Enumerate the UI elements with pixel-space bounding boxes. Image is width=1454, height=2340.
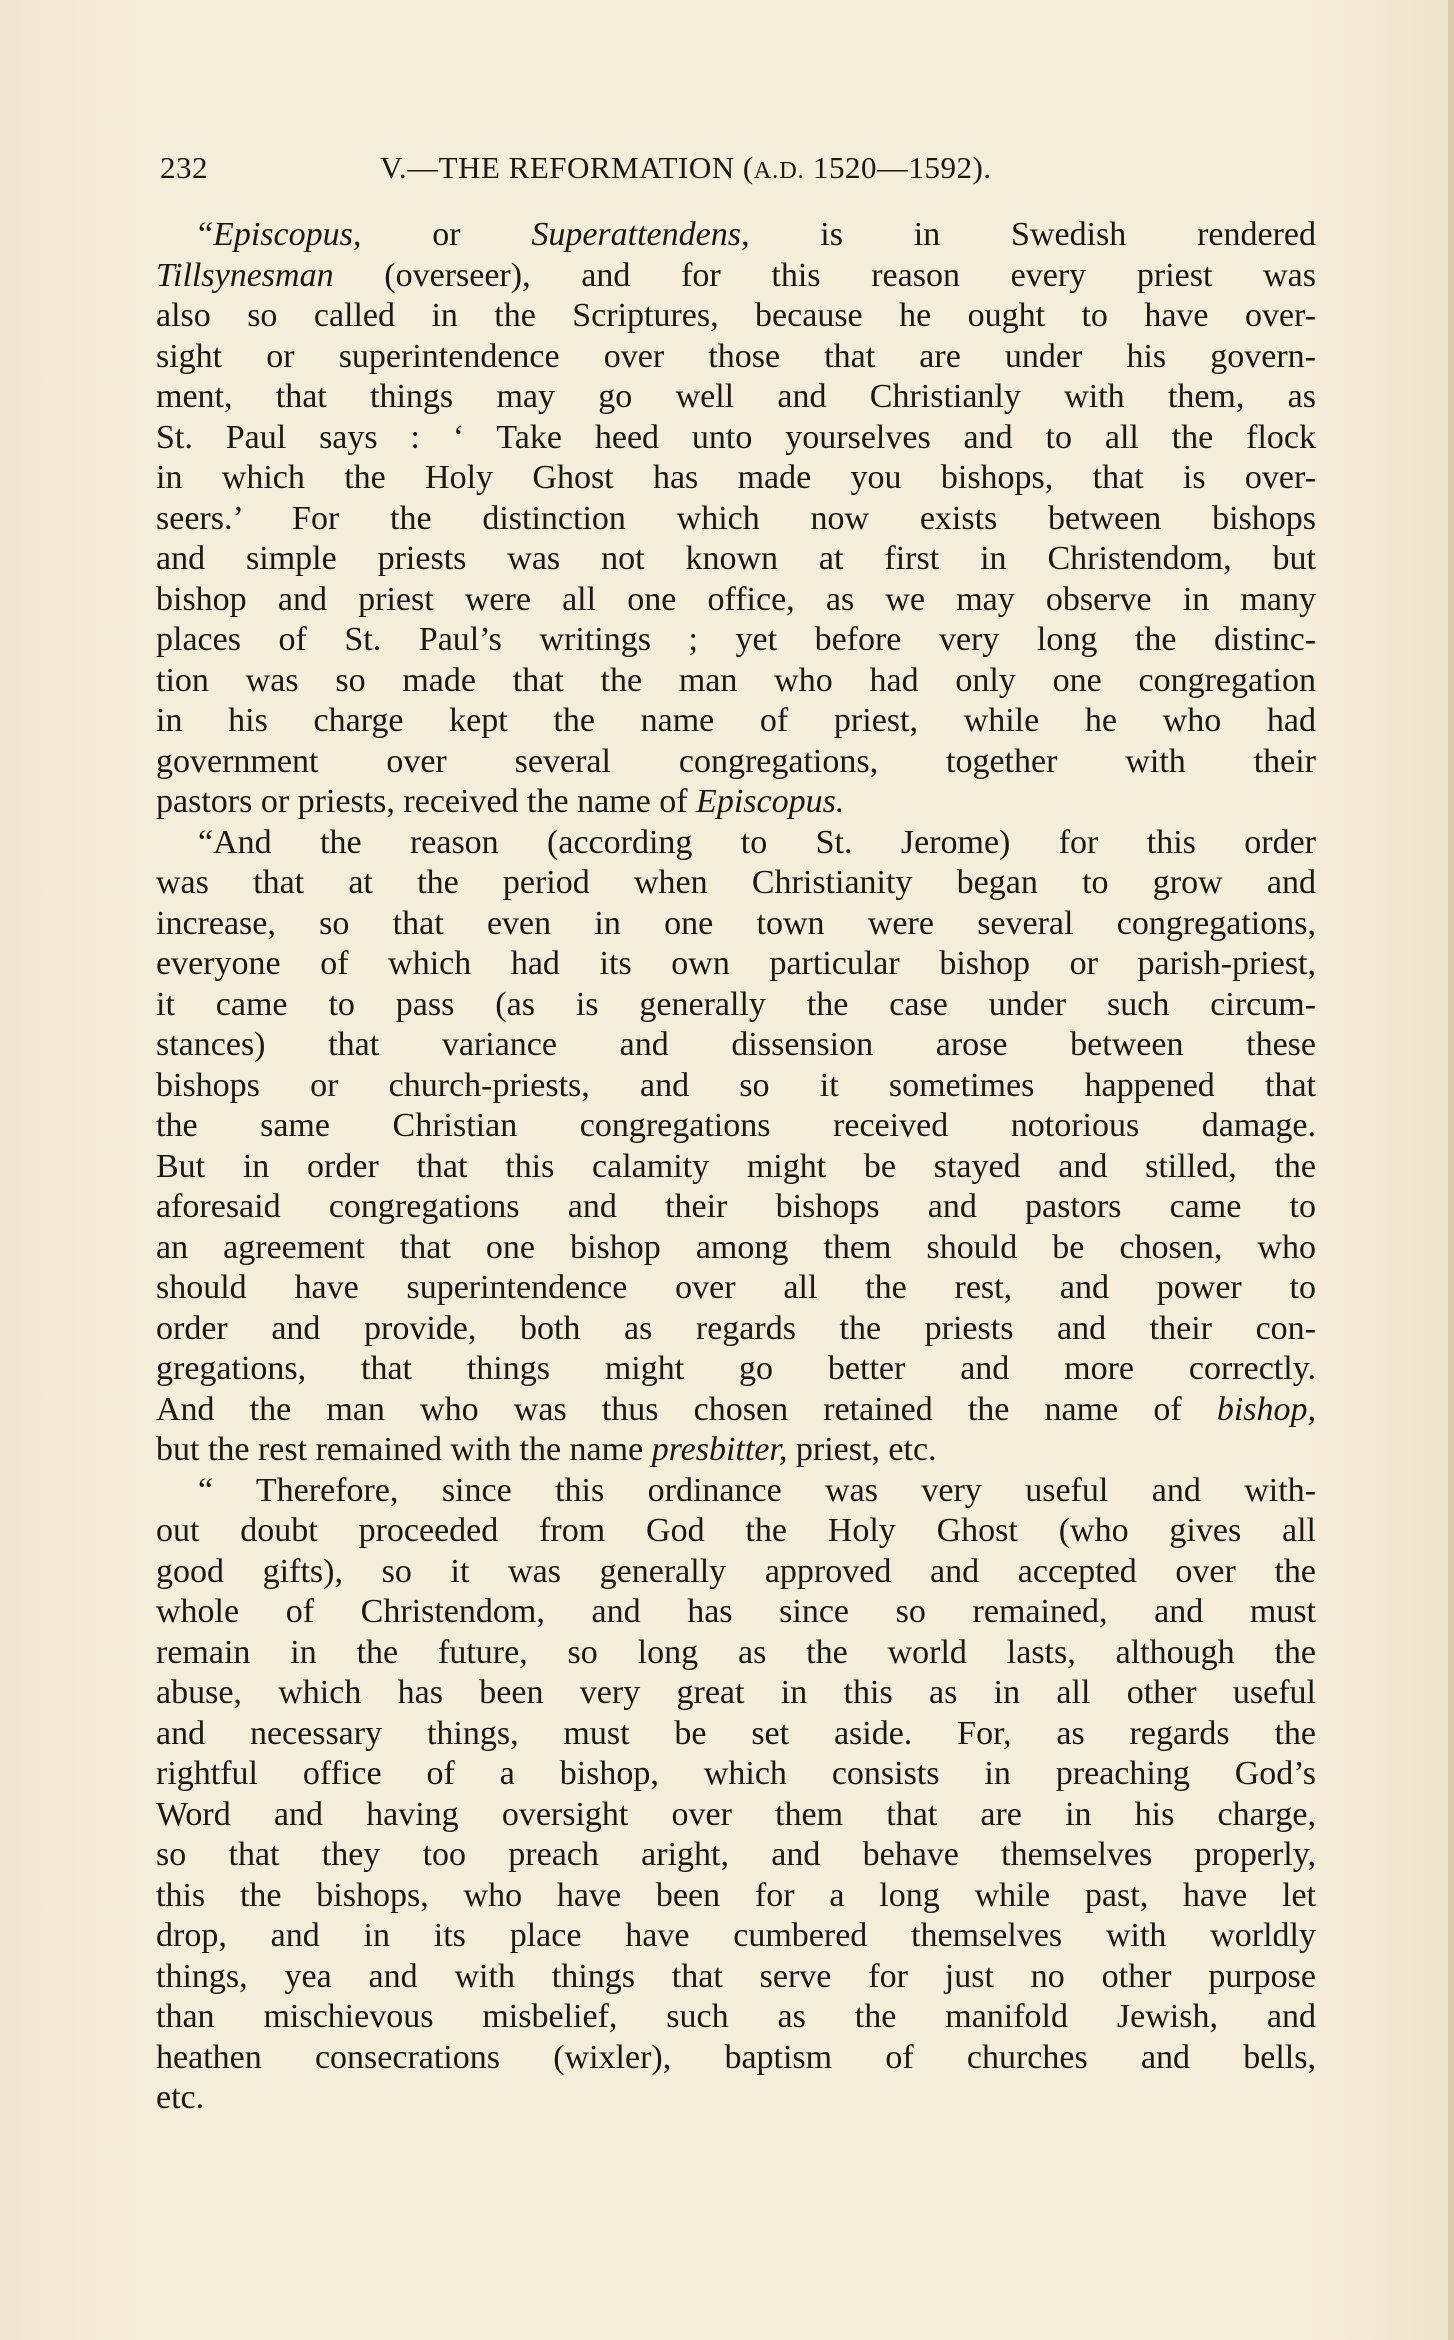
italic-text: bishop, xyxy=(1216,1390,1316,1428)
text-run: bishop and priest were all one office, as we may observe in many xyxy=(156,580,1316,618)
text-run: “ Therefore, since this ordinance was very useful and with- xyxy=(198,1471,1316,1509)
text-run: rightful office of a bishop, which consists in preaching God’s xyxy=(156,1755,1316,1792)
text-line xyxy=(156,499,1316,540)
text-run: should have superintendence over all the rest, and power to xyxy=(156,1269,1316,1306)
text-run: it came to pass (as is generally the case under such circum- xyxy=(156,985,1316,1023)
text-line xyxy=(156,1957,1316,1998)
text-run: priest, etc. xyxy=(787,1431,937,1468)
text-run: increase, so that even in one town were several congregations, xyxy=(156,904,1316,942)
text-run: in which the Holy Ghost has made you bishops, that is over- xyxy=(156,459,1316,496)
text-line xyxy=(156,2038,1316,2079)
text-line xyxy=(156,1349,1316,1390)
text-run: seers.’ For the distinction which now exists between bishops xyxy=(156,499,1316,537)
text-line xyxy=(156,661,1316,702)
text-run: bishops or church-priests, and so it sometimes happened that xyxy=(156,1066,1316,1104)
text-line xyxy=(156,337,1316,378)
text-run: things, yea and with things that serve for just no other purpose xyxy=(156,1957,1316,1995)
text-line xyxy=(156,256,1316,297)
text-line xyxy=(156,2078,1316,2119)
text-run: “ xyxy=(198,216,214,253)
text-line xyxy=(156,1471,1316,1512)
text-line xyxy=(156,1309,1316,1350)
text-run: was that at the period when Christianity began to grow and xyxy=(156,864,1316,901)
text-line xyxy=(156,1714,1316,1755)
italic-text: presbitter, xyxy=(651,1431,788,1468)
text-run: also so called in the Scriptures, because he ought to have over- xyxy=(156,297,1316,334)
text-line xyxy=(156,215,1316,256)
text-line xyxy=(156,1430,1316,1471)
text-line xyxy=(156,1106,1316,1147)
text-run: and simple priests was not known at first in Christendom, but xyxy=(156,540,1316,577)
text-run: drop, and in its place have cumbered themselves with worldly xyxy=(156,1917,1316,1954)
text-line xyxy=(156,985,1316,1026)
page-edge xyxy=(1448,0,1454,2340)
text-line xyxy=(156,782,1316,823)
text-line xyxy=(156,1633,1316,1674)
text-line xyxy=(156,1025,1316,1066)
text-line xyxy=(156,823,1316,864)
italic-text: Episcopus. xyxy=(696,783,845,820)
text-run: but the rest remained with the name xyxy=(156,1431,652,1468)
text-line xyxy=(156,377,1316,418)
text-line xyxy=(156,458,1316,499)
text-run: tion was so made that the man who had only one congregation xyxy=(156,661,1316,699)
text-run: Word and having oversight over them that are in his charge, xyxy=(156,1795,1316,1833)
text-line xyxy=(156,863,1316,904)
text-line xyxy=(156,1673,1316,1714)
text-run: sight or superintendence over those that are under his govern- xyxy=(156,337,1316,375)
text-run: so that they too preach aright, and behave themselves properly, xyxy=(156,1836,1316,1873)
text-run: this the bishops, who have been for a long while past, have let xyxy=(156,1876,1316,1914)
text-line xyxy=(156,1835,1316,1876)
text-line xyxy=(156,742,1316,783)
page-header xyxy=(160,150,1120,190)
text-run: remain in the future, so long as the world lasts, although the xyxy=(156,1633,1316,1671)
text-run: heathen consecrations (wixler), baptism of churches and bells, xyxy=(156,2038,1316,2076)
text-line xyxy=(156,580,1316,621)
text-run: in his charge kept the name of priest, while he who had xyxy=(156,702,1316,739)
text-run: But in order that this calamity might be stayed and stilled, the xyxy=(156,1147,1316,1185)
text-run: aforesaid congregations and their bishops and pastors came to xyxy=(156,1188,1316,1225)
text-run: St. Paul says : ‘ Take heed unto yourselves and to all the flock xyxy=(156,418,1316,456)
text-run: places of St. Paul’s writings ; yet before very long the distinc- xyxy=(156,621,1316,658)
italic-text: Episcopus, xyxy=(213,216,362,253)
text-run: government over several congregations, together with their xyxy=(156,742,1316,780)
text-line xyxy=(156,418,1316,459)
body-text xyxy=(156,215,1316,2119)
text-run: everyone of which had its own particular bishop or parish-priest, xyxy=(156,945,1316,982)
text-line xyxy=(156,1876,1316,1917)
text-line xyxy=(156,1268,1316,1309)
text-line xyxy=(156,1390,1316,1431)
text-run: gregations, that things might go better and more correctly. xyxy=(156,1350,1316,1387)
text-line xyxy=(156,944,1316,985)
running-head xyxy=(380,150,992,186)
text-run: than mischievous misbelief, such as the manifold Jewish, and xyxy=(156,1998,1316,2035)
text-line xyxy=(156,1916,1316,1957)
text-run: “And the reason (according to St. Jerome) for this order xyxy=(198,823,1316,861)
text-line xyxy=(156,1795,1316,1836)
text-line xyxy=(156,1552,1316,1593)
text-run: pastors or priests, received the name of xyxy=(156,783,697,820)
text-run: is in Swedish rendered xyxy=(749,216,1316,253)
text-line xyxy=(156,701,1316,742)
text-line xyxy=(156,1147,1316,1188)
text-run: whole of Christendom, and has since so remained, and must xyxy=(156,1593,1316,1630)
text-run: the same Christian congregations received notorious damage. xyxy=(156,1107,1316,1144)
text-line xyxy=(156,1187,1316,1228)
text-run: etc. xyxy=(156,2079,205,2116)
text-line xyxy=(156,1228,1316,1269)
text-line xyxy=(156,904,1316,945)
running-head-title: V.—THE REFORMATION ( xyxy=(380,150,754,185)
text-run: good gifts), so it was generally approved and accepted over the xyxy=(156,1552,1316,1590)
text-run: (overseer), and for this reason every priest was xyxy=(333,256,1316,294)
text-run: stances) that variance and dissension arose between these xyxy=(156,1026,1316,1063)
text-line xyxy=(156,539,1316,580)
text-run: or xyxy=(361,216,532,253)
text-run: order and provide, both as regards the priests and their con- xyxy=(156,1309,1316,1347)
italic-text: Tillsynesman xyxy=(156,256,334,294)
text-run: And the man who was thus chosen retained the name of xyxy=(156,1390,1217,1428)
text-line xyxy=(156,1511,1316,1552)
text-run: out doubt proceeded from God the Holy Ghost (who gives all xyxy=(156,1512,1316,1549)
text-line xyxy=(156,1754,1316,1795)
text-line xyxy=(156,1592,1316,1633)
text-run: abuse, which has been very great in this as in all other useful xyxy=(156,1674,1316,1711)
text-run: ment, that things may go well and Christianly with them, as xyxy=(156,378,1316,415)
text-run: an agreement that one bishop among them should be chosen, who xyxy=(156,1228,1316,1266)
text-line xyxy=(156,620,1316,661)
text-run: and necessary things, must be set aside. For, as regards the xyxy=(156,1714,1316,1752)
text-line xyxy=(156,1066,1316,1107)
text-line xyxy=(156,1997,1316,2038)
italic-text: Superattendens, xyxy=(531,216,750,253)
running-head-years: 1520—1592). xyxy=(804,150,992,185)
running-head-era: A.D. xyxy=(753,157,805,184)
page-number: 232 xyxy=(160,150,208,185)
text-line xyxy=(156,296,1316,337)
